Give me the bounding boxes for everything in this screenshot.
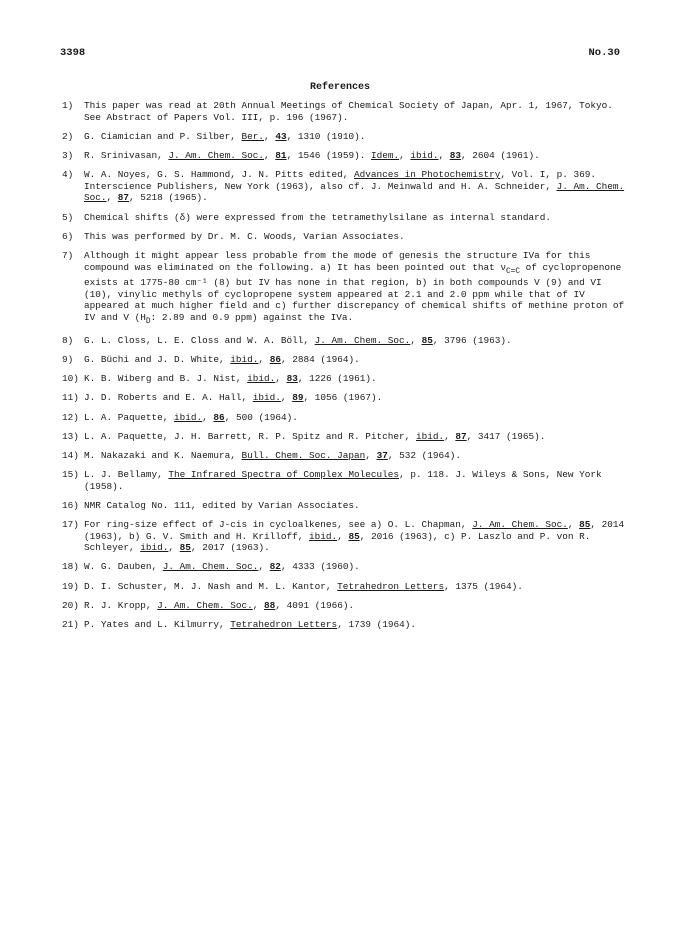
reference-segment: , bbox=[410, 334, 422, 346]
reference-segment: , 3417 (1965). bbox=[466, 430, 546, 442]
reference-number: 8) bbox=[62, 334, 74, 346]
citation-emphasis: J. Am. Chem. Soc. bbox=[162, 561, 259, 573]
reference-segment: , Vol. I, p. 369. Interscience Publishers, New York (1963), also cf. J. Meinwald and H. A. Schneider, bbox=[84, 169, 596, 192]
citation-emphasis: 85 bbox=[579, 519, 591, 531]
citation-emphasis: J. Am. Chem. Soc. bbox=[168, 149, 265, 161]
reference-segment: , bbox=[106, 192, 118, 204]
reference-segment: , 1226 (1961). bbox=[297, 373, 377, 385]
reference-item bbox=[62, 373, 632, 385]
reference-text bbox=[84, 619, 632, 631]
citation-emphasis: The Infrared Spectra of Complex Molecules bbox=[168, 469, 400, 481]
reference-segment: , 1310 (1910). bbox=[286, 130, 366, 142]
reference-number: 16) bbox=[62, 499, 79, 511]
reference-text bbox=[84, 581, 632, 593]
citation-emphasis: 86 bbox=[269, 354, 281, 365]
reference-segment: , 5218 (1965). bbox=[129, 192, 208, 204]
reference-segment: , 1375 (1964). bbox=[444, 580, 523, 592]
reference-segment: , bbox=[202, 411, 214, 423]
reference-item bbox=[62, 335, 632, 347]
reference-text bbox=[84, 131, 632, 143]
reference-item bbox=[62, 619, 632, 631]
reference-segment: , bbox=[399, 149, 411, 161]
citation-emphasis: 43 bbox=[275, 130, 287, 142]
reference-segment: , bbox=[365, 449, 377, 461]
reference-segment: R. J. Kropp, bbox=[84, 599, 158, 611]
citation-emphasis: J. Am. Chem. Soc. bbox=[84, 180, 625, 204]
reference-segment: NMR Catalog No. 111, edited by Varian Associates. bbox=[84, 499, 360, 511]
reference-segment: , 2017 (1963). bbox=[190, 542, 270, 554]
reference-item bbox=[62, 561, 632, 573]
reference-segment: , bbox=[264, 149, 276, 161]
reference-segment: G. Büchi and J. D. White, bbox=[84, 354, 231, 365]
citation-emphasis: J. Am. Chem. Soc. bbox=[157, 599, 253, 611]
reference-number: 19) bbox=[62, 580, 79, 592]
reference-segment: , bbox=[444, 430, 456, 442]
citation-emphasis: ibid. bbox=[309, 530, 338, 542]
reference-number: 21) bbox=[62, 619, 79, 631]
reference-item bbox=[62, 150, 632, 162]
reference-segment: , 1056 (1967). bbox=[303, 392, 383, 404]
reference-segment: , bbox=[258, 354, 270, 365]
issue-number: No.30 bbox=[588, 47, 620, 59]
reference-text bbox=[84, 412, 632, 424]
reference-number: 2) bbox=[62, 130, 74, 142]
citation-emphasis: 85 bbox=[421, 334, 433, 346]
reference-segment: This paper was read at 20th Annual Meetings of Chemical Society of Japan, Apr. 1, 1967, Tokyo. See Abstract of Papers Vol. III, p. 196 (1967). bbox=[84, 100, 613, 123]
reference-segment: G. Ciamician and P. Silber, bbox=[84, 130, 242, 142]
reference-segment: , bbox=[280, 392, 293, 404]
reference-text bbox=[84, 450, 632, 462]
reference-segment: , bbox=[567, 519, 580, 531]
reference-segment: Although it might appear less probable from the mode of genesis the structure IVa for this compound was eliminated on the following. a) It has been pointed out that ν bbox=[84, 249, 591, 273]
citation-emphasis: ibid. bbox=[140, 542, 169, 554]
citation-emphasis: Tetrahedron Letters bbox=[337, 580, 445, 592]
reference-segment: , 1546 (1959). bbox=[286, 149, 371, 161]
reference-number: 12) bbox=[62, 411, 79, 423]
reference-item bbox=[62, 412, 632, 424]
citation-emphasis: Ber. bbox=[241, 130, 265, 142]
reference-number: 1) bbox=[62, 100, 74, 111]
reference-segment: D. I. Schuster, M. J. Nash and M. L. Kantor, bbox=[84, 580, 338, 592]
reference-number: 20) bbox=[62, 599, 79, 611]
reference-segment: W. A. Noyes, G. S. Hammond, J. N. Pitts edited, bbox=[84, 169, 355, 181]
reference-segment: , 4333 (1960). bbox=[280, 561, 360, 573]
citation-emphasis: 82 bbox=[269, 561, 281, 573]
reference-segment: G. L. Closs, L. E. Closs and W. A. Böll, bbox=[84, 334, 315, 346]
reference-segment: , bbox=[252, 599, 265, 611]
reference-segment: , 3796 (1963). bbox=[432, 334, 512, 346]
reference-item bbox=[62, 469, 632, 492]
reference-item bbox=[62, 431, 632, 443]
reference-number: 7) bbox=[62, 249, 74, 261]
reference-item bbox=[62, 231, 632, 243]
reference-number: 5) bbox=[62, 211, 74, 223]
reference-text bbox=[84, 469, 632, 492]
reference-segment: , 2014 (1963), b) G. V. Smith and H. Krilloff, bbox=[84, 519, 625, 542]
citation-emphasis: ibid. bbox=[247, 373, 276, 385]
reference-text bbox=[84, 231, 632, 243]
reference-segment: This was performed by Dr. M. C. Woods, Varian Associates. bbox=[84, 230, 405, 242]
reference-text bbox=[84, 519, 632, 554]
citation-emphasis: 89 bbox=[292, 392, 304, 404]
reference-item bbox=[62, 250, 632, 327]
citation-emphasis: ibid. bbox=[174, 411, 203, 423]
citation-emphasis: Idem. bbox=[370, 149, 400, 161]
reference-segment: , p. 118. J. Wileys & Sons, New York (1958). bbox=[84, 469, 602, 492]
reference-item bbox=[62, 354, 632, 366]
reference-segment: , 2604 (1961). bbox=[461, 149, 540, 161]
reference-segment: : 2.89 and 0.9 ppm) against the IVa. bbox=[150, 311, 354, 323]
reference-text bbox=[84, 354, 632, 366]
citation-emphasis: J. Am. Chem. Soc. bbox=[472, 519, 568, 531]
reference-number: 9) bbox=[62, 354, 74, 365]
reference-text bbox=[84, 169, 632, 204]
reference-text bbox=[84, 250, 632, 327]
reference-text bbox=[84, 335, 632, 347]
citation-emphasis: 85 bbox=[348, 530, 360, 542]
reference-segment: , 2016 (1963), c) P. Laszlo and P. von R. Schleyer, bbox=[84, 530, 591, 554]
reference-item bbox=[62, 392, 632, 404]
reference-item bbox=[62, 519, 632, 554]
reference-segment: , bbox=[168, 542, 180, 554]
citation-emphasis: 88 bbox=[264, 599, 276, 611]
citation-emphasis: 86 bbox=[213, 411, 225, 423]
reference-segment: J. D. Roberts and E. A. Hall, bbox=[84, 392, 253, 404]
citation-emphasis: Advances in Photochemistry bbox=[354, 169, 501, 181]
citation-emphasis: ibid. bbox=[230, 354, 259, 365]
reference-segment: M. Nakazaki and K. Naemura, bbox=[84, 449, 242, 461]
reference-number: 4) bbox=[62, 169, 74, 181]
citation-emphasis: Tetrahedron Letters bbox=[230, 619, 338, 631]
reference-segment: P. Yates and L. Kilmurry, bbox=[84, 619, 231, 631]
reference-segment: , bbox=[438, 149, 450, 161]
reference-text bbox=[84, 100, 632, 123]
reference-text bbox=[84, 561, 632, 573]
citation-emphasis: 87 bbox=[117, 192, 130, 204]
reference-segment: W. G. Dauben, bbox=[84, 561, 163, 573]
citation-emphasis: J. Am. Chem. Soc. bbox=[314, 334, 411, 346]
reference-item bbox=[62, 131, 632, 143]
reference-segment: of cyclopropenone exists at 1775-80 cm⁻¹ (8) but IV has none in that region, b) in both compounds V (9) and VI (10), vinylic methyls of cyclopropene system appeared at 2.1 and 2.0 ppm while that of IV appeared at much higher field and c) further discrepancy of chemical shifts of methine proton of IV and V (H bbox=[84, 261, 625, 323]
reference-segment: , 532 (1964). bbox=[387, 449, 461, 461]
reference-number: 3) bbox=[62, 149, 74, 161]
reference-segment: , 1739 (1964). bbox=[337, 619, 416, 631]
reference-segment: Chemical shifts (δ) were expressed from the tetramethylsilane as internal standard. bbox=[84, 211, 551, 223]
reference-segment: For ring-size effect of J-cis in cycloalkenes, see a) O. L. Chapman, bbox=[84, 519, 473, 531]
reference-item bbox=[62, 500, 632, 512]
citation-emphasis: ibid. bbox=[252, 392, 281, 404]
references-title: References bbox=[309, 82, 370, 93]
reference-list bbox=[62, 100, 632, 638]
citation-emphasis: Bull. Chem. Soc. Japan bbox=[241, 449, 366, 461]
reference-number: 14) bbox=[62, 449, 79, 461]
reference-segment: , 4091 (1966). bbox=[275, 599, 355, 611]
citation-emphasis: 83 bbox=[449, 149, 462, 161]
citation-emphasis: 85 bbox=[179, 542, 191, 554]
reference-segment: , bbox=[275, 373, 287, 385]
reference-number: 17) bbox=[62, 519, 79, 531]
reference-segment: C=C bbox=[505, 266, 521, 276]
reference-segment: D bbox=[145, 316, 151, 326]
reference-text bbox=[84, 600, 632, 612]
reference-segment: , 2884 (1964). bbox=[280, 354, 360, 365]
citation-emphasis: 81 bbox=[275, 149, 287, 161]
reference-text bbox=[84, 431, 632, 443]
page-number: 3398 bbox=[60, 47, 86, 59]
reference-item bbox=[62, 450, 632, 462]
reference-number: 15) bbox=[62, 469, 79, 481]
reference-number: 13) bbox=[62, 430, 79, 442]
reference-item bbox=[62, 100, 632, 123]
reference-item bbox=[62, 581, 632, 593]
reference-text bbox=[84, 150, 632, 162]
reference-text bbox=[84, 212, 632, 224]
reference-number: 6) bbox=[62, 230, 74, 242]
citation-emphasis: 37 bbox=[376, 449, 388, 461]
reference-item bbox=[62, 169, 632, 204]
reference-segment: K. B. Wiberg and B. J. Nist, bbox=[84, 373, 248, 385]
reference-item bbox=[62, 212, 632, 224]
reference-segment: , bbox=[264, 130, 276, 142]
reference-segment: , bbox=[258, 561, 270, 573]
reference-text bbox=[84, 392, 632, 404]
citation-emphasis: ibid. bbox=[410, 149, 439, 161]
reference-number: 11) bbox=[62, 392, 79, 404]
reference-segment: , bbox=[337, 530, 349, 542]
reference-segment: L. A. Paquette, bbox=[84, 411, 175, 423]
reference-number: 10) bbox=[62, 373, 79, 385]
reference-item bbox=[62, 600, 632, 612]
reference-text bbox=[84, 373, 632, 385]
citation-emphasis: 87 bbox=[455, 430, 467, 442]
reference-segment: L. J. Bellamy, bbox=[84, 469, 169, 481]
reference-text bbox=[84, 500, 632, 512]
reference-segment: L. A. Paquette, J. H. Barrett, R. P. Spitz and R. Pitcher, bbox=[84, 430, 416, 442]
reference-segment: R. Srinivasan, bbox=[84, 149, 169, 161]
reference-number: 18) bbox=[62, 561, 79, 573]
citation-emphasis: 83 bbox=[286, 373, 298, 385]
reference-segment: , 500 (1964). bbox=[224, 411, 298, 423]
citation-emphasis: ibid. bbox=[415, 430, 445, 442]
